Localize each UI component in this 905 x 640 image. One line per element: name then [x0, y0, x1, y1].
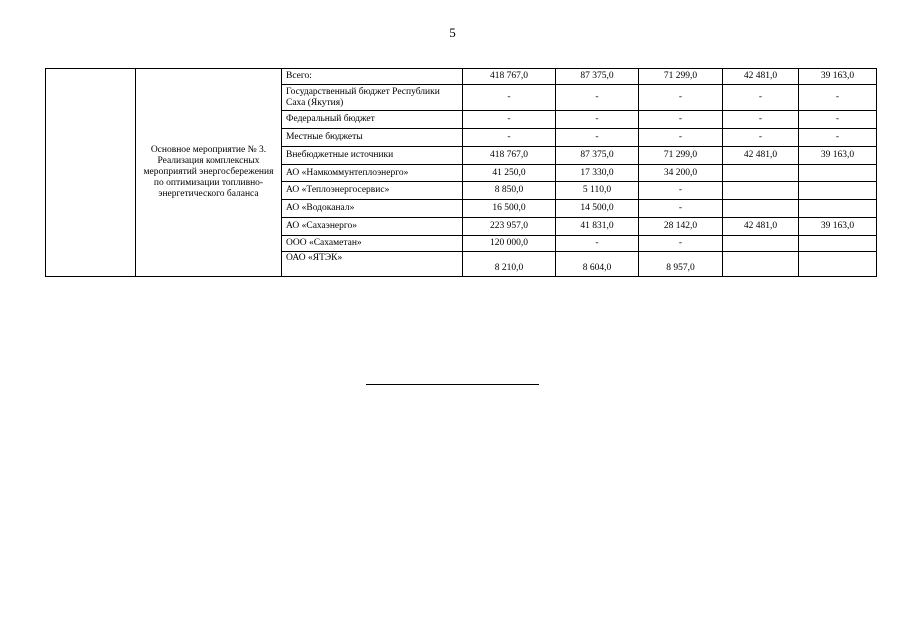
value-cell: 8 210,0	[463, 252, 556, 277]
page-number: 5	[449, 25, 456, 40]
value-cell: 41 831,0	[556, 218, 639, 236]
source-cell: АО «Сахаэнерго»	[282, 218, 463, 236]
value-cell: -	[463, 85, 556, 111]
value-cell	[723, 252, 799, 277]
value-cell: 8 957,0	[639, 252, 723, 277]
value-cell: 17 330,0	[556, 165, 639, 182]
value-cell	[799, 182, 877, 200]
value-cell: -	[723, 111, 799, 129]
value-cell: 42 481,0	[723, 147, 799, 165]
value-cell: 87 375,0	[556, 69, 639, 85]
value-cell: -	[639, 85, 723, 111]
value-cell: 223 957,0	[463, 218, 556, 236]
value-cell	[799, 200, 877, 218]
value-cell: -	[639, 111, 723, 129]
source-cell: ООО «Сахаметан»	[282, 236, 463, 252]
source-cell: Федеральный бюджет	[282, 111, 463, 129]
value-cell: 120 000,0	[463, 236, 556, 252]
value-cell: 28 142,0	[639, 218, 723, 236]
value-cell: -	[639, 129, 723, 147]
value-cell	[799, 165, 877, 182]
value-cell: 34 200,0	[639, 165, 723, 182]
value-cell: 42 481,0	[723, 69, 799, 85]
source-cell: ОАО «ЯТЭК»	[282, 252, 463, 277]
source-cell: Государственный бюджет Республики Саха (Якутия)	[282, 85, 463, 111]
value-cell	[723, 182, 799, 200]
end-rule-divider	[366, 384, 539, 385]
value-cell: -	[639, 200, 723, 218]
value-cell: -	[639, 236, 723, 252]
value-cell: 39 163,0	[799, 218, 877, 236]
value-cell: 71 299,0	[639, 69, 723, 85]
value-cell: 87 375,0	[556, 147, 639, 165]
value-cell: 41 250,0	[463, 165, 556, 182]
value-cell: 418 767,0	[463, 69, 556, 85]
value-cell: -	[799, 111, 877, 129]
value-cell: 14 500,0	[556, 200, 639, 218]
value-cell: -	[556, 236, 639, 252]
value-cell: -	[463, 129, 556, 147]
value-cell: -	[556, 129, 639, 147]
table-row	[46, 69, 877, 85]
value-cell: 39 163,0	[799, 147, 877, 165]
source-cell: Всего:	[282, 69, 463, 85]
value-cell: 71 299,0	[639, 147, 723, 165]
value-cell: -	[723, 129, 799, 147]
value-cell	[723, 200, 799, 218]
source-cell: Местные бюджеты	[282, 129, 463, 147]
value-cell: -	[639, 182, 723, 200]
value-cell: -	[556, 85, 639, 111]
value-cell: 8 604,0	[556, 252, 639, 277]
value-cell	[799, 252, 877, 277]
value-cell	[723, 236, 799, 252]
value-cell: 42 481,0	[723, 218, 799, 236]
value-cell: -	[723, 85, 799, 111]
value-cell	[723, 165, 799, 182]
blank-cell	[46, 69, 136, 277]
value-cell: 16 500,0	[463, 200, 556, 218]
value-cell: 8 850,0	[463, 182, 556, 200]
source-cell: АО «Теплоэнергосервис»	[282, 182, 463, 200]
value-cell: 5 110,0	[556, 182, 639, 200]
budget-table	[45, 68, 877, 277]
source-cell: АО «Намкоммунтеплоэнерго»	[282, 165, 463, 182]
event-title-cell: Основное мероприятие № 3. Реализация комплексных мероприятий энергосбережения по оптимизации топливно-энергетического баланса	[136, 69, 282, 277]
value-cell: -	[463, 111, 556, 129]
source-cell: АО «Водоканал»	[282, 200, 463, 218]
value-cell: 39 163,0	[799, 69, 877, 85]
value-cell: -	[799, 129, 877, 147]
value-cell: 418 767,0	[463, 147, 556, 165]
source-cell: Внебюджетные источники	[282, 147, 463, 165]
value-cell: -	[799, 85, 877, 111]
value-cell: -	[556, 111, 639, 129]
value-cell	[799, 236, 877, 252]
